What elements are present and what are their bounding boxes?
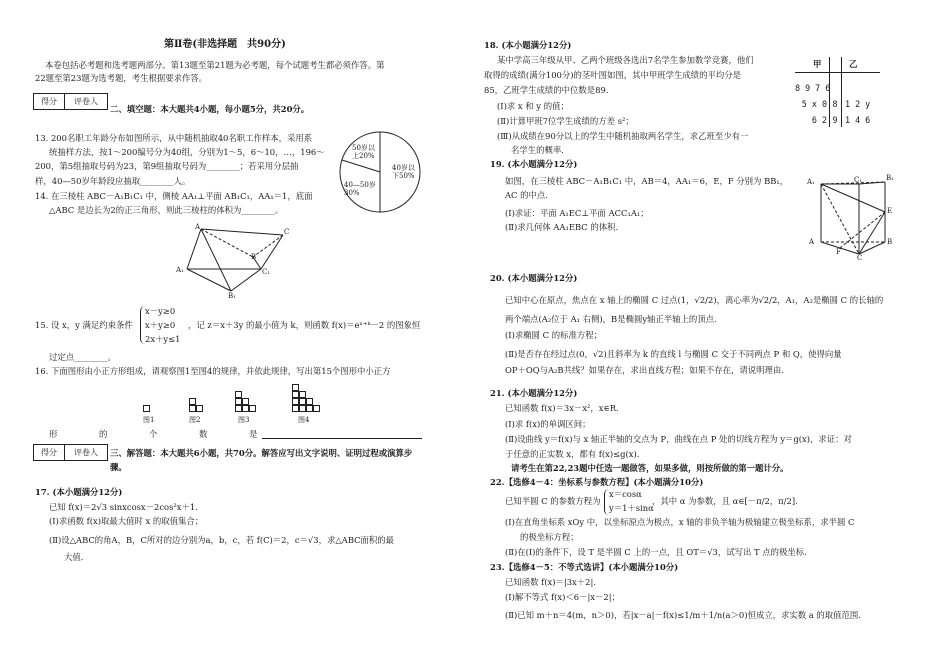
q23-line-3: (Ⅱ)已知 m＋n＝4(m，n＞0)，若|x－a|－f(x)≤1/m＋1/n(a＞0)恒成立，求实数 a 的取值范围. [505,610,861,620]
q22-line-2: ，其中 α 为参数，且 α∈[－π/2，π/2]. [652,496,798,506]
q21-line-2: (Ⅰ)求 f(x)的单调区间； [505,419,591,429]
fig14-label-C1: C₁ [262,268,271,276]
pie-label-50-plus: 50岁以上20% [352,144,375,161]
score-table-1 [33,93,108,110]
pie-label-under-40: 40岁以下50% [392,164,415,181]
q15-line-2: 过定点________。 [49,352,116,362]
fig19-label-C1: C₁ [854,176,863,184]
q17-line-3: (Ⅱ)设△ABC的角A，B，C所对的边分别为a，b，c，若 f(C)＝2，c＝√3，求△ABC面积的最 [49,535,395,545]
stem-leaf-stem: 9 [832,115,838,125]
q18-line-5: (Ⅱ)计算甲班7位学生成绩的方差 s²； [497,116,634,126]
q21-header: 21. (本小题满分12分) [490,388,578,398]
fig19-label-A: A [809,238,815,246]
q18-line-1: 某中学高三年级从甲、乙两个班级各选出7名学生参加数学竞赛，他们 [497,55,754,65]
fig14-label-A1: A₁ [176,266,184,274]
q13-line-1: 13. 200名职工年龄分布如图所示，从中随机抽取40名职工作样本，采用系 [35,133,313,143]
q22-line-3: (Ⅰ)在直角坐标系 xOy 中，以坐标原点为极点，x 轴的非负半轴为极轴建立极坐标系，求半圆 C [505,517,855,527]
fig14-label-C: C [284,228,290,236]
fig14-label-B1: B₁ [228,292,236,300]
q22-system-y: y＝1＋sinα [609,503,654,513]
fig3-square [242,405,249,412]
q14-line-2: △ABC 是边长为2的正三角形，则此三棱柱的体积为________。 [49,205,284,215]
q13-line-4: 样，40—50岁年龄段应抽取________人。 [35,176,191,186]
q23-line-2: (Ⅰ)解不等式 f(x)＜6－|x－2|； [505,592,620,602]
q20-line-5: OP＋OQ与A₂B共线？如果存在，求出直线方程；如果不存在，请说明理由. [505,365,784,375]
q15-tail: ，记 z＝x＋3y 的最小值为 k，则函数 f(x)＝eˣ⁺ᵏ－2 的图象恒 [188,320,421,330]
fig4-square [299,398,306,405]
prism-figure-q19 [815,178,895,262]
fig3-square [235,405,242,412]
q20-header: 20. (本小题满分12分) [490,273,578,283]
q17-line-1: 已知 f(x)＝2√3 sinxcosx－2cos²x＋1. [49,502,198,512]
stem-leaf-stem: 8 [832,99,838,109]
stem-leaf-right: 1 4 6 [845,115,871,125]
fig19-label-B1: B₁ [886,174,894,182]
q15-constraint-2: x＋y≥0 [145,320,176,330]
q18-line-6: (Ⅲ)从成绩在90分以上的学生中随机抽取两名学生，求乙班至少有一 [497,131,749,141]
fig-caption-4: 图4 [298,416,310,424]
fig4-square [313,405,320,412]
fig3-square [235,398,242,405]
fig1-square [143,405,150,412]
fig19-label-F: F [836,248,841,256]
q20-line-2: 两个端点(A₂位于 A₁ 右侧)，B是椭圆y轴正半轴上的顶点. [505,314,717,324]
fig-caption-3: 图3 [238,416,250,424]
q23-line-1: 已知函数 f(x)＝|3x＋2|. [505,577,596,587]
q18-line-7: 名学生的概率. [511,145,564,155]
choose-note: 请考生在第22,23题中任选一题做答，如果多做，则按所做的第一题计分。 [511,463,789,473]
q18-line-4: (Ⅰ)求 x 和 y 的值； [497,101,569,111]
q16-answer-blank [262,438,422,439]
q21-line-3: (Ⅱ)设曲线 y＝f(x)与 x 轴正半轴的交点为 P，曲线在点 P 处的切线方程为 y＝g(x)，求证：对 [505,434,852,444]
q21-line-1: 已知函数 f(x)＝3x－x²，x∈R. [505,403,619,413]
q15-lead: 15. 设 x，y 满足约束条件 [35,320,133,330]
fig19-label-E: E [887,207,893,215]
q16-line-1: 16. 下面图形由小正方形组成，请观察图1至图4的规律，并依此规律，写出第15个图形中小正方 [35,366,391,376]
fig4-square [292,405,299,412]
q21-line-4: 于任意的正实数 x，都有 f(x)≤g(x). [505,449,640,459]
part3-title: 三、解答题：本大题共6小题，共70分。解答应写出文字说明、证明过程或演算步 [110,448,413,458]
intro-line-1: 本卷包括必考题和选考题两部分。第13题至第21题为必考题，每个试题考生都必须作答。第 [45,60,385,70]
fig19-label-A1: A₁ [807,178,815,186]
stem-leaf-divider-right [841,57,842,127]
fig-caption-2: 图2 [189,416,201,424]
stem-leaf-head-jia: 甲 [813,59,822,69]
q19-line-2: AC 的中点. [505,190,548,200]
q18-header: 18. (本小题满分12分) [484,40,572,50]
stem-leaf-rule [795,72,880,73]
q14-line-1: 14. 在三棱柱 ABC－A₁B₁C₁ 中，侧棱 AA₁⊥平面 AB₁C₁，AA₁＝1，底面 [35,191,313,201]
fig3-square [235,391,242,398]
q15-constraint-3: 2x＋y≤1 [145,334,181,344]
q13-line-3: 200，第5组抽取号码为23，第9组抽取号码为________；若采用分层抽 [35,161,299,171]
fig19-label-C: C [857,254,863,262]
fig4-square [299,391,306,398]
q18-line-3: 85，乙班学生成绩的中位数是89. [484,85,609,95]
part2-title: 二、填空题：本大题共4小题，每小题5分，共20分。 [110,104,310,114]
q19-line-4: (Ⅱ)求几何体 AA₁EBC 的体积. [505,222,619,232]
q19-line-1: 如图，在三棱柱 ABC－A₁B₁C₁ 中，AB＝4，AA₁＝6，E，F 分别为 BB₁， [505,176,789,186]
q16-word-1: 形 [49,429,58,439]
part3-title-2: 骤。 [110,462,127,472]
q16-word-3: 个 [149,429,158,439]
q13-line-2: 统抽样方法，按1～200编号分为40组，分别为1～5，6～10，…，196～ [49,147,325,157]
score-cell: 得分 [34,445,65,460]
score-cell: 得分 [34,94,65,109]
q22-header: 22.【选修4－4：坐标系与参数方程】(本小题满分10分) [490,477,704,487]
q22-line-4: 的极坐标方程； [520,532,579,542]
stem-leaf-right: 1 2 y [845,99,871,109]
grader-cell: 评卷人 [74,97,98,106]
score-table-2 [33,444,108,461]
fig4-square [292,398,299,405]
fig2-square [196,405,203,412]
fig2-square [189,405,196,412]
q16-word-5: 是 [249,429,258,439]
grader-cell: 评卷人 [74,448,98,457]
q23-header: 23.【选修4－5：不等式选讲】(本小题满分10分) [490,562,679,572]
q16-word-2: 的 [99,429,108,439]
fig14-label-A: A [195,223,201,231]
stem-leaf-head-yi: 乙 [849,59,858,69]
stem-leaf-left: 6 2 [811,115,827,125]
stem-leaf-left: 5 x 0 [801,99,827,109]
fig3-square [242,398,249,405]
fig19-label-B: B [887,238,893,246]
pie-label-40-50: 40—50岁30% [344,181,376,198]
q17-line-4: 大值. [64,552,84,562]
fig2-square [189,398,196,405]
q22-line-1: 已知半圆 C 的参数方程为 [505,496,601,506]
q18-line-2: 取得的成绩(满分100分)的茎叶图如图，其中甲班学生成绩的平均分是 [484,70,742,80]
fig14-label-B: B [251,253,257,261]
fig3-square [249,405,256,412]
q19-header: 19. (本小题满分12分) [490,159,578,169]
fig4-square [299,405,306,412]
prism-figure-q14 [175,225,305,305]
q15-constraint-1: x－y≥0 [145,306,176,316]
intro-line-2: 22题至第23题为选考题，考生根据要求作答。 [35,73,208,83]
q22-line-5: (Ⅱ)在(Ⅰ)的条件下，设 T 是半圆 C 上的一点，且 OT＝√3，试写出 T 点的极坐标. [505,547,807,557]
q17-line-2: (Ⅰ)求函数 f(x)取最大值时 x 的取值集合； [49,516,204,526]
q20-line-1: 已知中心在原点，焦点在 x 轴上的椭圆 C 过点(1，√2/2)，离心率为√2/2，A₁，A₂是椭圆 C 的长轴的 [505,295,884,305]
stem-leaf-left: 8 9 7 6 [795,83,831,93]
q19-line-3: (Ⅰ)求证：平面 A₁EC⊥平面 ACC₁A₁； [505,208,649,218]
fig-caption-1: 图1 [143,416,155,424]
q22-system-x: x＝cosα [609,489,642,499]
fig4-square [306,398,313,405]
section-title: 第Ⅱ卷(非选择题 共90分) [164,39,286,50]
q17-header: 17. (本小题满分12分) [35,487,123,497]
fig4-square [292,391,299,398]
fig4-square [306,405,313,412]
q20-line-4: (Ⅱ)是否存在经过点(0，√2)且斜率为 k 的直线 l 与椭圆 C 交于不同两点 P 和 Q，使得向量 [505,349,842,359]
fig4-square [292,384,299,391]
q16-word-4: 数 [199,429,208,439]
q20-line-3: (Ⅰ)求椭圆 C 的标准方程； [505,330,602,340]
